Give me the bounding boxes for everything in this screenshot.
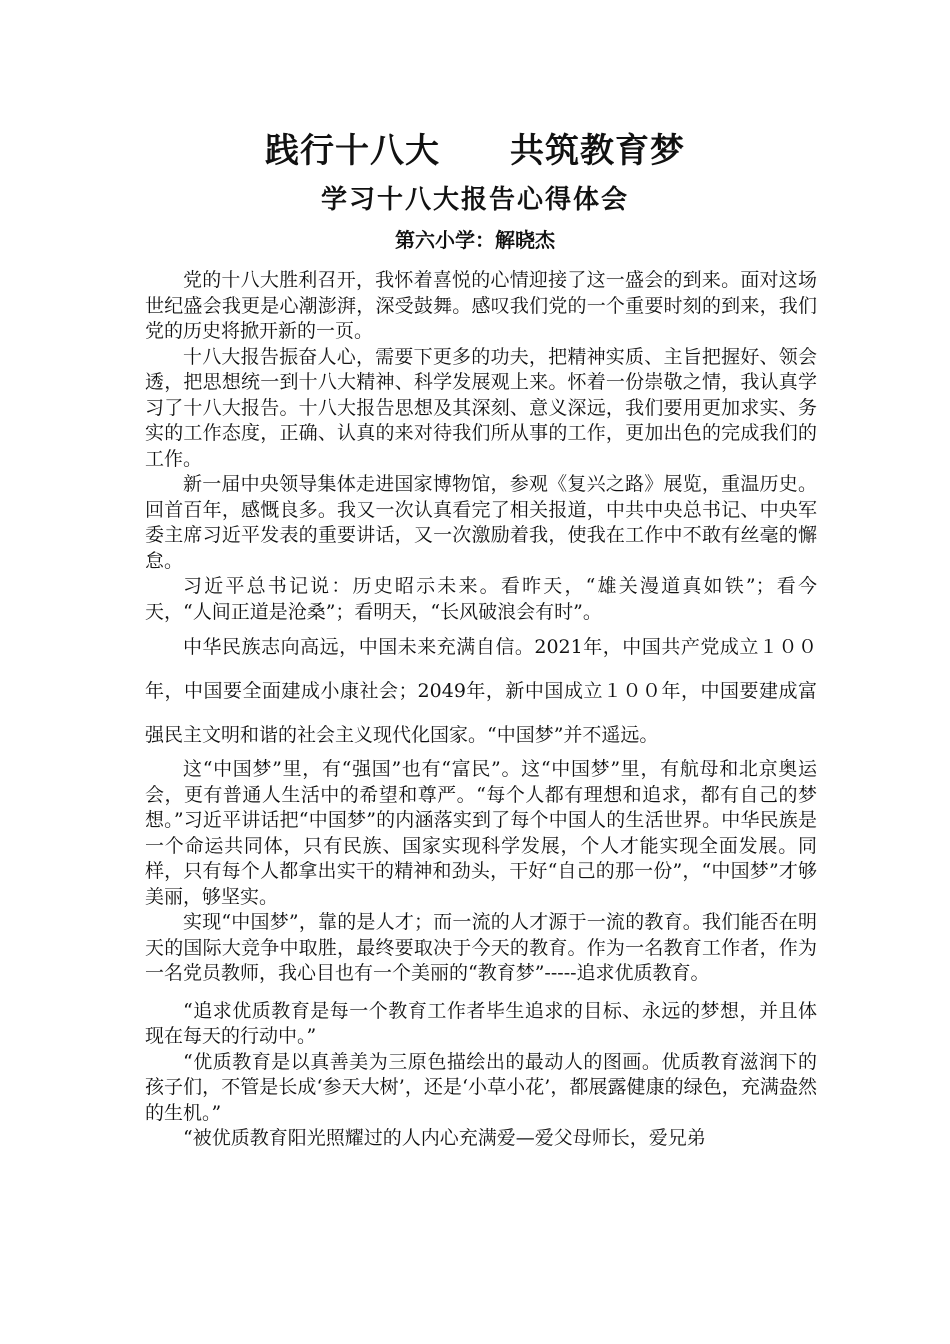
paragraph: 党的十八大胜利召开，我怀着喜悦的心情迎接了这一盛会的到来。面对这场世纪盛会我更是心潮澎湃，深受鼓舞。感叹我们党的一个重要时刻的到来，我们党的历史将掀开新的一页。 [145,269,817,342]
author-line: 第六小学：解晓杰 [395,228,555,252]
document-body [145,268,817,1152]
paragraph: “被优质教育阳光照耀过的人内心充满爱—爱父母师长，爱兄弟 [183,1127,706,1149]
paragraph: 实现“中国梦”，靠的是人才；而一流的人才源于一流的教育。我们能否在明天的国际大竞争中取胜，最终要取决于今天的教育。作为一名教育工作者，作为一名党员教师，我心目也有一个美丽的“教育梦”-----追求优质教育。 [145,911,817,984]
document-subtitle: 学习十八大报告心得体会 [320,185,629,215]
paragraph: “优质教育是以真善美为三原色描绘出的最动人的图画。优质教育滋润下的孩子们，不管是长成‘参天大树’，还是‘小草小花’，都展露健康的绿色，充满盎然的生机。” [145,1050,817,1124]
document-title: 践行十八大 共筑教育梦 [265,131,685,171]
paragraph: “追求优质教育是每一个教育工作者毕生追求的目标、永远的梦想，并且体现在每天的行动中。” [145,999,817,1047]
paragraph: 中华民族志向高远，中国未来充满自信。2021年，中国共产党成立１００年，中国要全面建成小康社会；2049年，新中国成立１００年，中国要建成富强民主文明和谐的社会主义现代化国家。“中国梦”并不遥远。 [145,636,817,746]
paragraph: 十八大报告振奋人心，需要下更多的功夫，把精神实质、主旨把握好、领会透，把思想统一到十八大精神、科学发展观上来。怀着一份崇敬之情，我认真学习了十八大报告。十八大报告思想及其深刻、意义深远，我们要用更加求实、务实的工作态度，正确、认真的来对待我们所从事的工作，更加出色的完成我们的工作。 [145,345,817,470]
paragraph: 这“中国梦”里，有“强国”也有“富民”。这“中国梦”里，有航母和北京奥运会，更有普通人生活中的希望和尊严。“每个人都有理想和追求，都有自己的梦想。”习近平讲话把“中国梦”的内涵落实到了每个中国人的生活世界。中华民族是一个命运共同体，只有民族、国家实现科学发展，个人才能实现全面发展。同样，只有每个人都拿出实干的精神和劲头，干好“自己的那一份”，“中国梦”才够美丽，够坚实。 [145,758,817,908]
paragraph: 新一届中央领导集体走进国家博物馆，参观《复兴之路》展览，重温历史。回首百年，感慨良多。我又一次认真看完了相关报道，中共中央总书记、中央军委主席习近平发表的重要讲话，又一次激励着我，使我在工作中不敢有丝毫的懈怠。 [145,473,817,572]
paragraph: 习近平总书记说：历史昭示未来。看昨天，“雄关漫道真如铁”；看今天，“人间正道是沧桑”；看明天，“长风破浪会有时”。 [145,575,817,623]
